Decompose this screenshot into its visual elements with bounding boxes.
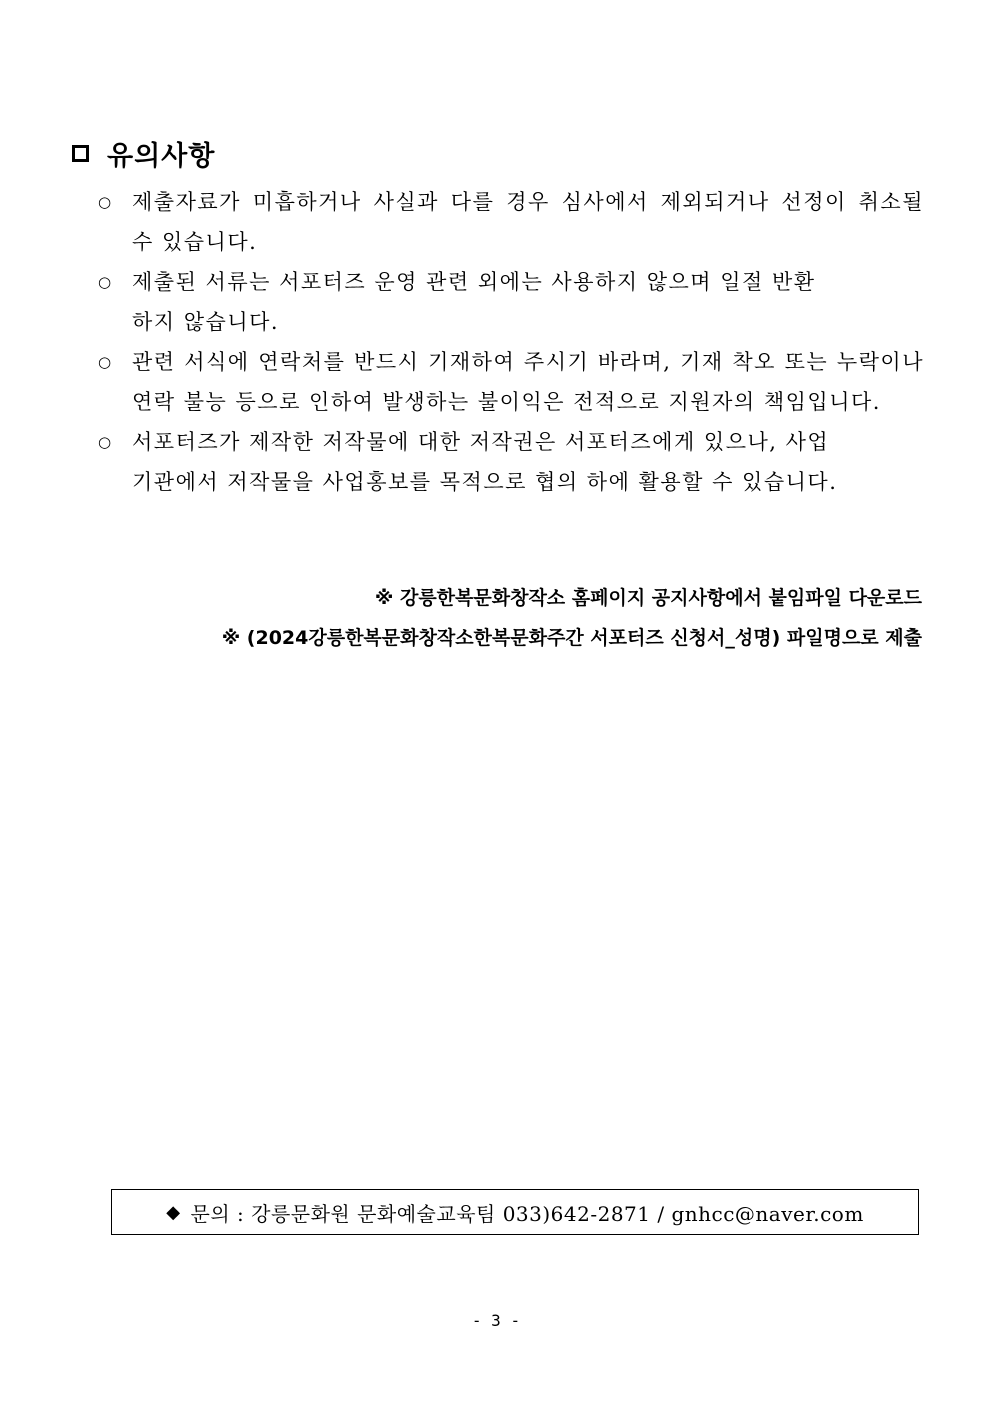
- circle-bullet-icon: ○: [98, 273, 112, 291]
- note-item: [98, 262, 924, 342]
- checkbox-square-icon: [72, 145, 89, 162]
- note-text: 관련 서식에 연락처를 반드시 기재하여 주시기 바라며, 기재 착오 또는 누락이나 연락 불능 등으로 인하여 발생하는 불이익은 전적으로 지원자의 책임입니다.: [132, 350, 924, 414]
- download-callout: ※ 강릉한복문화창작소 홈페이지 공지사항에서 붙임파일 다운로드: [374, 587, 922, 609]
- circle-bullet-icon: ○: [98, 433, 112, 451]
- section-heading: [72, 134, 215, 173]
- contact-text: 문의 : 강릉문화원 문화예술교육팀 033)642-2871 / gnhcc@naver.com: [190, 1201, 864, 1226]
- notes-list: [98, 182, 924, 502]
- diamond-icon: ◆: [166, 1201, 181, 1223]
- note-item: [98, 342, 924, 422]
- note-item: [98, 182, 924, 262]
- note-text: 제출자료가 미흡하거나 사실과 다를 경우 심사에서 제외되거나 선정이 취소될 수 있습니다.: [132, 190, 924, 254]
- filename-callout: ※ (2024강릉한복문화창작소한복문화주간 서포터즈 신청서_성명) 파일명으로 제출: [221, 627, 922, 649]
- note-item: [98, 422, 924, 502]
- note-text: 서포터즈가 제작한 저작물에 대한 저작권은 서포터즈에게 있으나, 사업 기관에서 저작물을 사업홍보를 목적으로 협의 하에 활용할 수 있습니다.: [132, 430, 838, 494]
- callout-notes: [222, 578, 922, 658]
- note-text: 제출된 서류는 서포터즈 운영 관련 외에는 사용하지 않으며 일절 반환 하지 않습니다.: [132, 270, 816, 334]
- page-number: - 3 -: [471, 1311, 521, 1330]
- contact-box: [111, 1189, 919, 1235]
- circle-bullet-icon: ○: [98, 193, 112, 211]
- circle-bullet-icon: ○: [98, 353, 112, 371]
- section-title: 유의사항: [107, 141, 216, 172]
